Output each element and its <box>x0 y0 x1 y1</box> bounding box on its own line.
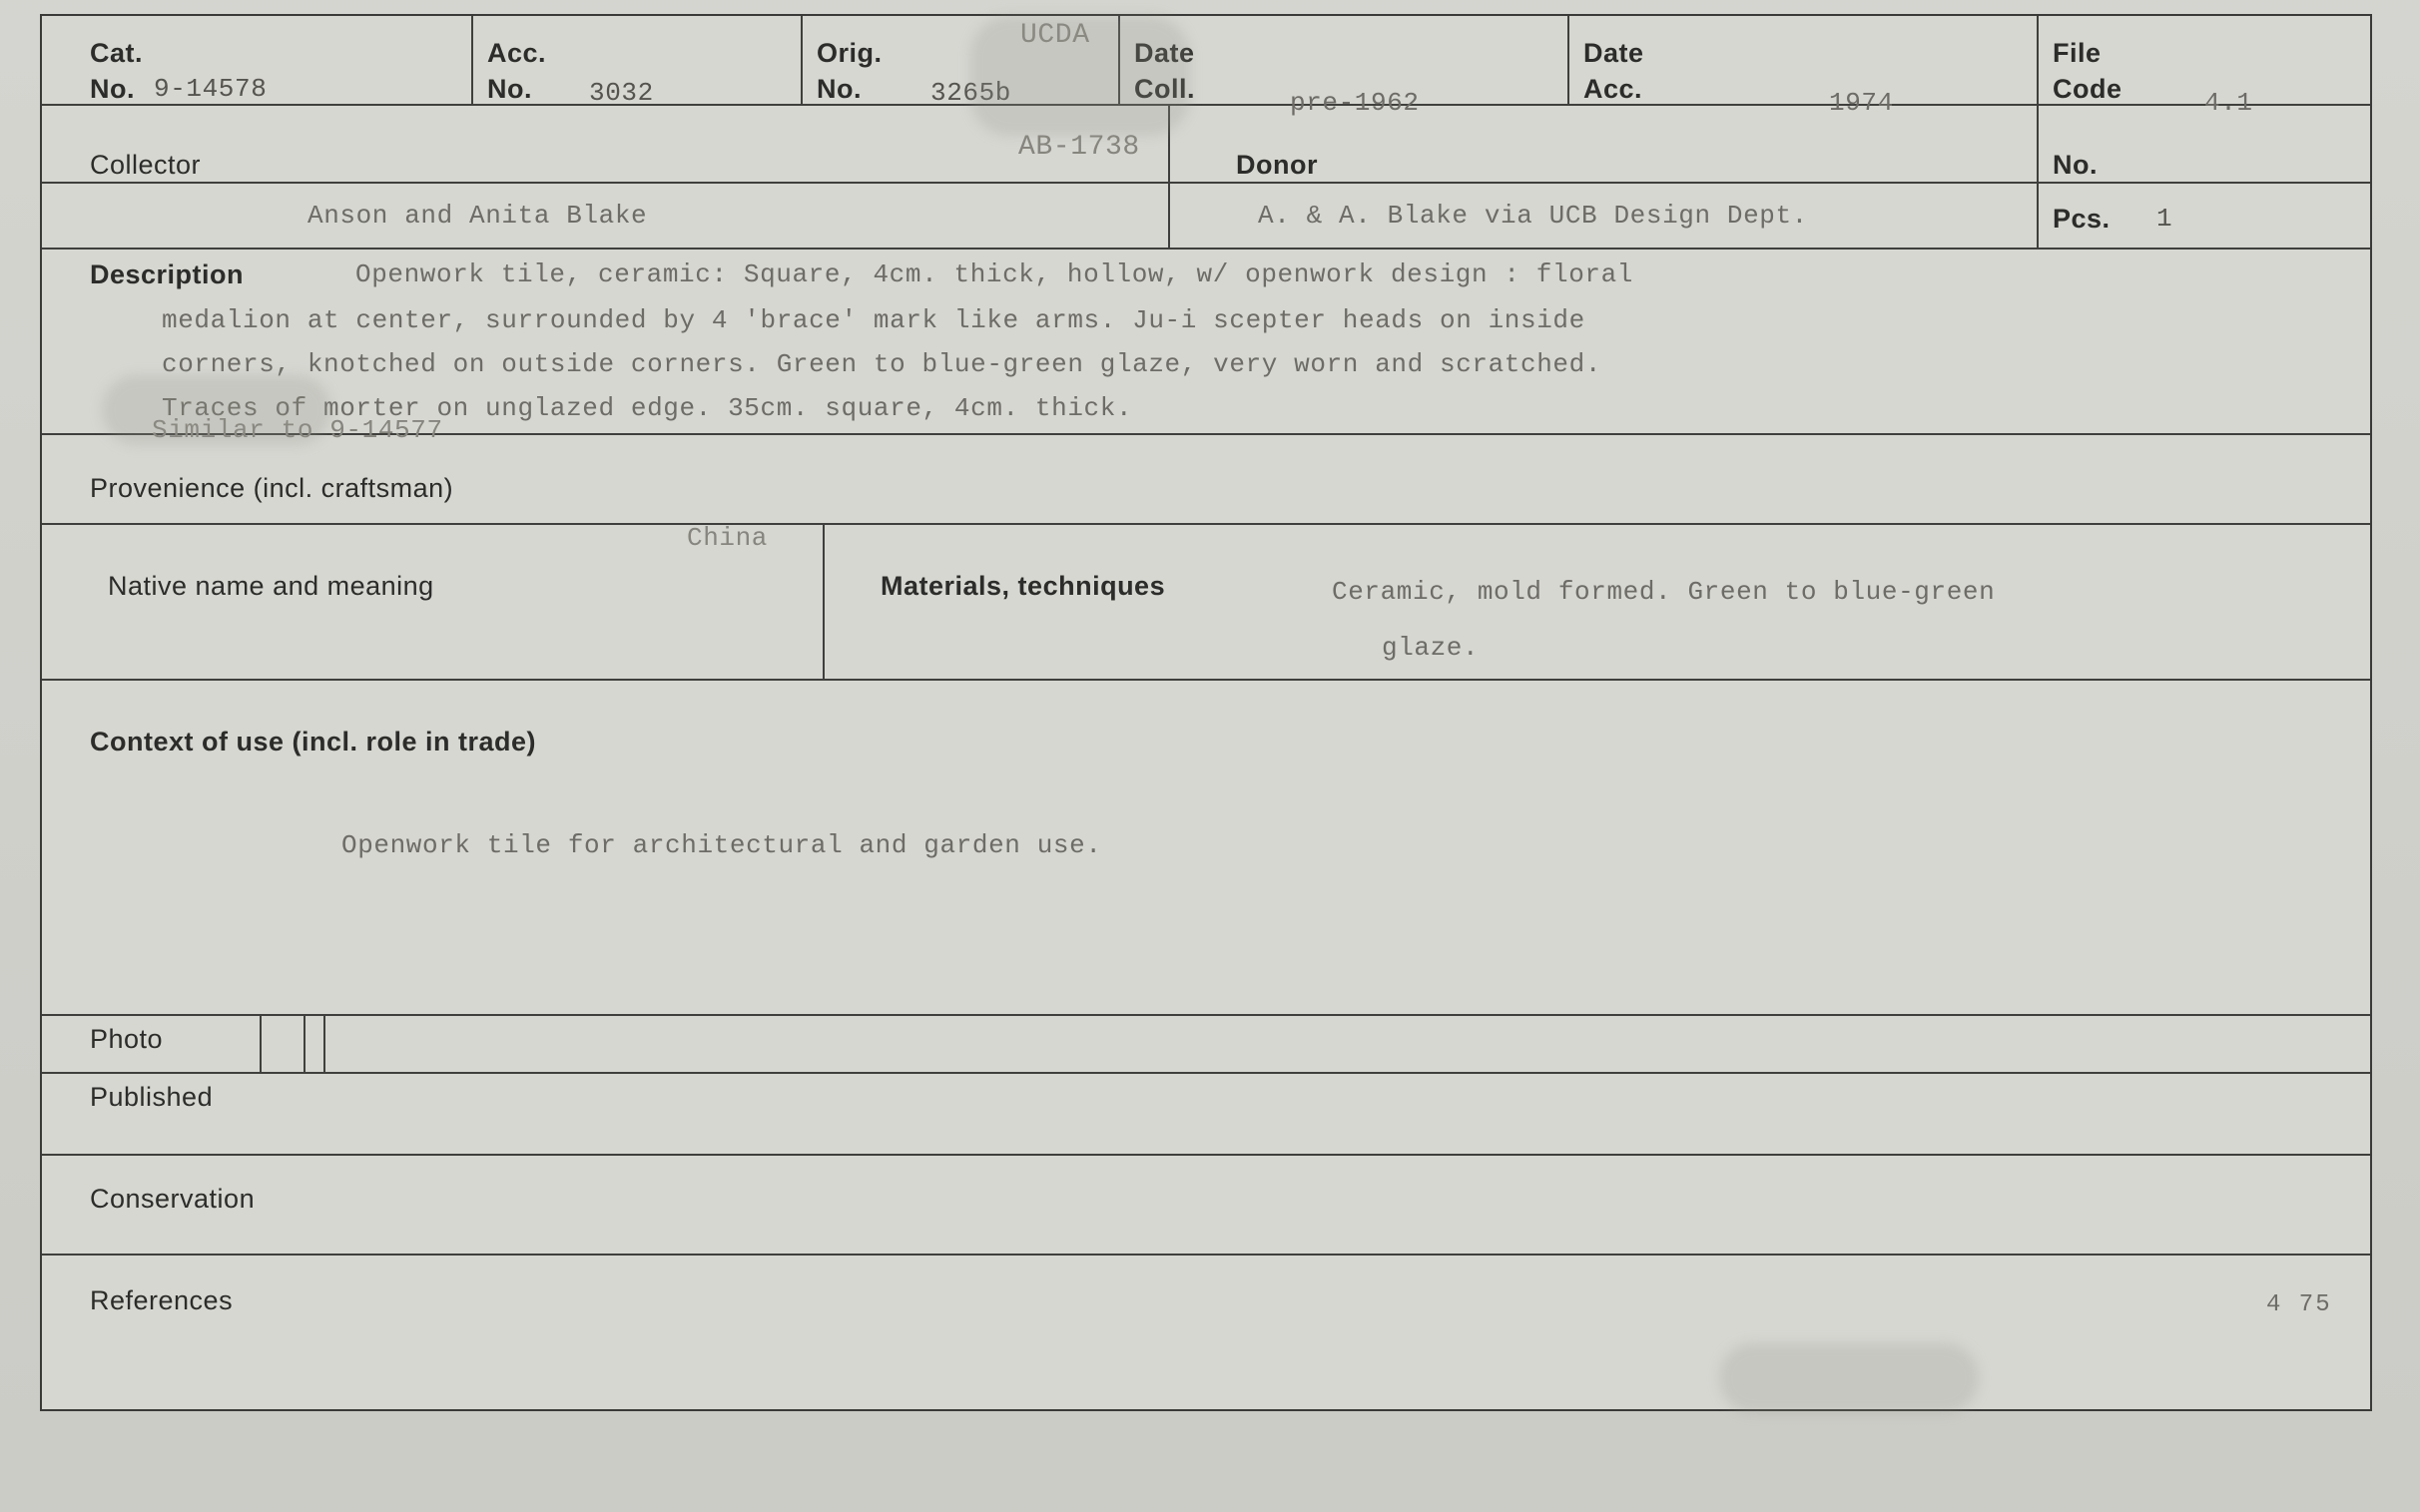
date-acc-value: 1974 <box>1829 88 1894 118</box>
donor-label: Donor <box>1236 150 1318 180</box>
pieces-label-line2: Pcs. <box>2053 204 2111 234</box>
rule-v-photo-3 <box>323 1014 325 1072</box>
description-line-1: Openwork tile, ceramic: Square, 4cm. thick, hollow, w/ openwork design : floral <box>355 259 1633 289</box>
date-coll-value: pre-1962 <box>1290 88 1420 118</box>
orig-no-label-line1: Orig. <box>817 38 883 68</box>
rule-provenience-bottom <box>42 523 2370 525</box>
file-code-value: 4.1 <box>2204 88 2253 118</box>
rule-v-photo-1 <box>260 1014 262 1072</box>
description-line-3: corners, knotched on outside corners. Green to blue-green glaze, very worn and scratched. <box>162 349 1602 379</box>
rule-conservation-bottom <box>42 1254 2370 1256</box>
rule-donor-bottom <box>42 248 2370 250</box>
rule-published-bottom <box>42 1154 2370 1156</box>
description-label: Description <box>90 259 245 289</box>
footer-code: 4 75 <box>2266 1291 2332 1318</box>
rule-native-bottom <box>42 679 2370 681</box>
conservation-label: Conservation <box>90 1184 256 1214</box>
smudge-bottom <box>1719 1343 1979 1413</box>
photo-label: Photo <box>90 1024 164 1054</box>
materials-label: Materials, techniques <box>881 571 1166 601</box>
stamp-ab-number: AB-1738 <box>1018 132 1140 163</box>
rule-v-donor-pcs <box>2037 104 2039 248</box>
rule-v-collector-donor <box>1168 104 1170 248</box>
file-code-label-line1: File <box>2053 38 2102 68</box>
rule-context-bottom <box>42 1014 2370 1016</box>
acc-no-label-line1: Acc. <box>487 38 547 68</box>
rule-v-datecoll-dateacc <box>1567 16 1569 104</box>
rule-header-bottom <box>42 104 2370 106</box>
context-of-use-value: Openwork tile for architectural and garden use. <box>341 830 1102 860</box>
description-line-2: medalion at center, surrounded by 4 'brace' mark like arms. Ju-i scepter heads on inside <box>162 305 1585 335</box>
materials-value-line1: Ceramic, mold formed. Green to blue-green <box>1332 577 1996 607</box>
provenience-label: Provenience (incl. craftsman) <box>90 473 454 503</box>
rule-collector-bottom <box>42 182 2370 184</box>
rule-v-cat-acc <box>471 16 473 104</box>
date-coll-label-line1: Date <box>1134 38 1195 68</box>
provenience-value: China <box>687 523 769 553</box>
acc-no-label-line2: No. <box>487 74 532 104</box>
cat-no-value: 9-14578 <box>154 74 268 104</box>
context-of-use-label: Context of use (incl. role in trade) <box>90 727 537 756</box>
date-acc-label-line1: Date <box>1583 38 1644 68</box>
rule-v-orig-datecoll <box>1118 16 1120 104</box>
date-coll-label-line2: Coll. <box>1134 74 1195 104</box>
rule-v-photo-2 <box>303 1014 305 1072</box>
rule-photo-bottom <box>42 1072 2370 1074</box>
orig-no-label-line2: No. <box>817 74 862 104</box>
references-label: References <box>90 1285 234 1315</box>
rule-v-acc-orig <box>801 16 803 104</box>
rule-v-dateacc-filecode <box>2037 16 2039 104</box>
cat-no-label-line1: Cat. <box>90 38 144 68</box>
published-label: Published <box>90 1082 214 1112</box>
card-sheet <box>40 14 2372 1411</box>
pieces-label-line1: No. <box>2053 150 2098 180</box>
date-acc-label-line2: Acc. <box>1583 74 1643 104</box>
file-code-label-line2: Code <box>2053 74 2122 104</box>
stamp-ucda: UCDA <box>1020 20 1090 51</box>
native-name-label: Native name and meaning <box>108 571 434 601</box>
collector-label: Collector <box>90 150 202 180</box>
collector-value: Anson and Anita Blake <box>307 201 648 231</box>
orig-no-value: 3265b <box>930 78 1012 108</box>
donor-value: A. & A. Blake via UCB Design Dept. <box>1258 201 1808 231</box>
cat-no-label-line2: No. <box>90 74 135 104</box>
description-line-5: Similar to 9-14577 <box>152 415 443 445</box>
description-line-4: Traces of morter on unglazed edge. 35cm. square, 4cm. thick. <box>162 393 1133 423</box>
acc-no-value: 3032 <box>589 78 654 108</box>
pieces-value: 1 <box>2156 204 2173 234</box>
rule-v-native-materials <box>823 523 825 679</box>
materials-value-line2: glaze. <box>1382 633 1480 663</box>
